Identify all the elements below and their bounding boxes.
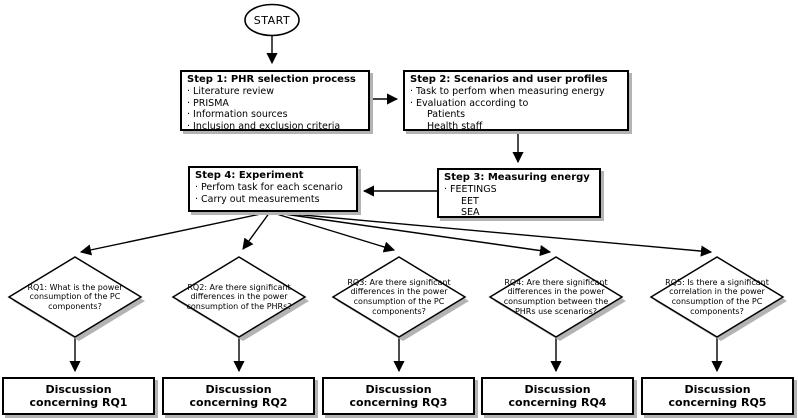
- step-2-box: [403, 70, 629, 131]
- step-2-bullet: · Evaluation according to: [410, 98, 622, 110]
- step-3-subitem: EET: [461, 195, 479, 207]
- step-1-bullet: · PRISMA: [187, 98, 363, 110]
- rq2-question: RQ2: Are there significant differences in the power consumption of the PHRs?: [186, 282, 292, 311]
- step-2-title: Step 2: Scenarios and user profiles: [410, 74, 608, 85]
- step-2-subitem: Patients: [427, 109, 466, 120]
- step-4-title: Step 4: Experiment: [195, 170, 304, 181]
- step-2-subitem: Health staff: [427, 120, 483, 132]
- discussion-rq1-label: Discussion concerning RQ1: [29, 383, 128, 409]
- discussion-rq5-box: [641, 377, 794, 415]
- start-node: [245, 5, 299, 36]
- discussion-rq3-box: [322, 377, 475, 415]
- rq4-question: RQ4: Are there significant differences in the power consumption between the PHRs use scenarios?: [503, 277, 609, 316]
- step-4-bullet: · Perfom task for each scenario: [195, 182, 351, 194]
- step-4-box: [188, 166, 358, 212]
- step-1-bullet: · Information sources: [187, 109, 363, 121]
- step-3-box: [437, 168, 601, 218]
- edge-step4-rq1: [81, 212, 270, 252]
- discussion-rq4-box: [481, 377, 634, 415]
- discussion-rq5-label: Discussion concerning RQ5: [668, 383, 767, 409]
- rq3-question: RQ3: Are there significant differences in the power consumption of the PC components?: [347, 277, 451, 316]
- discussion-rq3-label: Discussion concerning RQ3: [349, 383, 448, 409]
- rq1-question: RQ1: What is the power consumption of the PC components?: [27, 282, 123, 311]
- start-label: START: [253, 14, 291, 27]
- step-1-box: [180, 70, 370, 131]
- step-1-bullet: · Literature review: [187, 86, 363, 98]
- discussion-rq4-label: Discussion concerning RQ4: [508, 383, 607, 409]
- step-2-bullet: · Task to perfom when measuring energy: [410, 86, 622, 98]
- discussion-rq1-box: [2, 377, 155, 415]
- step-4-bullet: · Carry out measurements: [195, 194, 351, 206]
- discussion-rq2-label: Discussion concerning RQ2: [189, 383, 288, 409]
- step-3-title: Step 3: Measuring energy: [444, 172, 590, 183]
- step-1-title: Step 1: PHR selection process: [187, 74, 356, 85]
- step-3-subitem: SEA: [461, 207, 480, 218]
- step-3-bullet: · FEETINGS: [444, 184, 594, 196]
- rq5-question: RQ5: Is there a significant correlation in the power consumption of the PC components?: [665, 277, 769, 316]
- step-1-bullet: · Inclusion and exclusion criteria: [187, 121, 363, 133]
- discussion-rq2-box: [162, 377, 315, 415]
